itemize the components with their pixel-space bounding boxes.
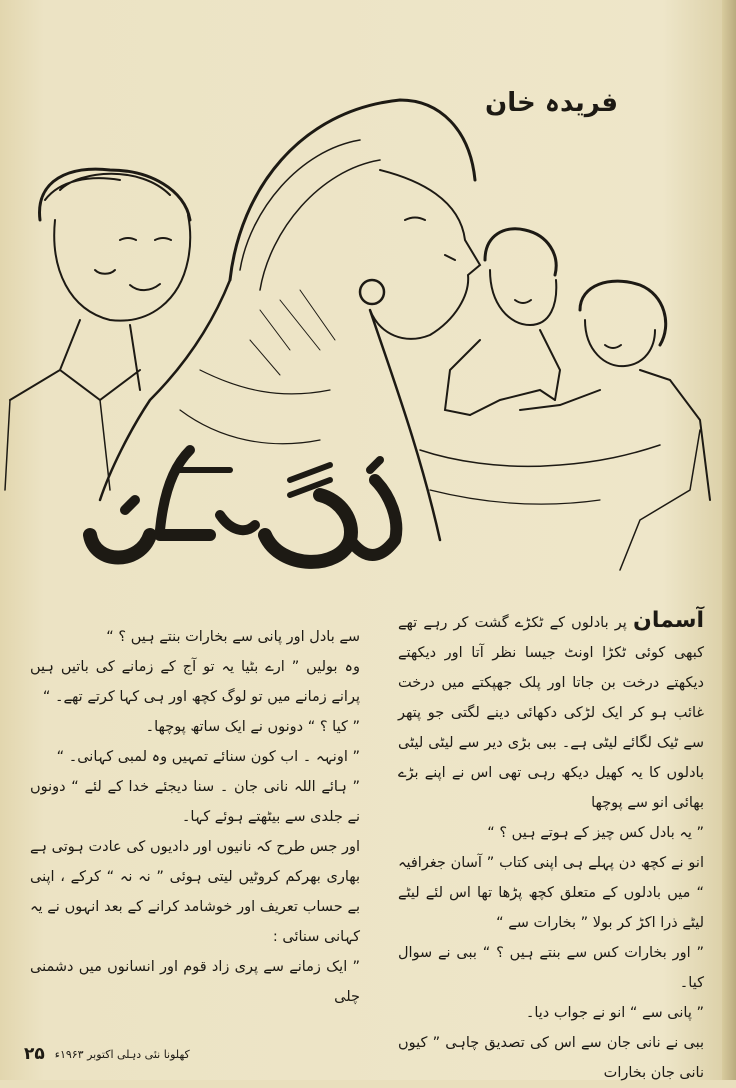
paragraph: ” کیا ؟ “ دونوں نے ایک ساتھ پوچھا۔ [145,719,360,735]
paragraph: ” ایک زمانے سے پری زاد قوم اور انسانوں میں دشمنی چلی [30,959,360,1005]
paragraph: ” اونہہ ۔ اب کون سنائے تمہیں وہ لمبی کہانی۔ “ [56,749,360,765]
story-title [80,440,410,590]
lead-word: آسمان [633,608,705,633]
page-number: ۲۵ [24,1044,45,1064]
page-footer [24,1040,190,1068]
paragraph: ” ہائے اللہ نانی جان ۔ سنا دیجئے خدا کے لئے “ دونوں نے جلدی سے بیٹھتے ہوئے کہا۔ [30,779,360,825]
boy-center-figure [445,229,560,415]
paragraph: آسمان پر بادلوں کے ٹکڑے گشت کر رہے تھے کبھی کوئی ٹکڑا اونٹ جیسا نظر آتا اور دیکھتے دیکھتے درخت بن جاتا اور پلک جھپکتے میں درخت غائب ہو کر ایک لڑکی دکھائی دینے لگتی جو پتھر سے ٹیک لگائے لیٹی ہے۔ ببی بڑی دیر سے لیٹی لیٹی بادلوں کا یہ کھیل دیکھ رہی تھی اس نے اپنے بڑے بھائی انو سے پوچھا [398,608,705,811]
paragraph: ” یہ بادل کس چیز کے ہوتے ہیں ؟ “ [487,825,704,841]
paragraph: ” اور بخارات کس سے بنتے ہیں ؟ “ ببی نے سوال کیا۔ [398,945,704,991]
paragraph: ببی نے نانی جان سے اس کی تصدیق چاہی ” کیوں نانی جان بخارات [398,1035,704,1081]
paragraph: اور جس طرح کہ نانیوں اور دادیوں کی عادت ہوتی ہے بھاری بھرکم کروٹیں لیتی ہوئی ” نہ نہ “ کرکے ، اپنی بے حساب تعریف اور خوشامد کرانے کے بعد انہوں نے یہ کہانی سنائی : [30,839,360,945]
title-calligraphy [80,440,410,590]
paragraph: انو نے کچھ دن پہلے ہی اپنی کتاب ” آسان جغرافیہ “ میں بادلوں کے متعلق کچھ پڑھا تھا اس لئے لیٹے لیٹے ذرا اکڑ کر بولا ” بخارات سے “ [398,855,704,931]
text-column-right [398,606,704,1088]
author-name: فریدہ خان [485,88,618,118]
paragraph: ” پانی سے “ انو نے جواب دیا۔ [525,1005,704,1021]
text-column-left [30,622,360,1012]
girl-right-figure [520,281,710,570]
magazine-issue-line: کھلونا نئی دہلی اکتوبر ۱۹۶۳ء [54,1047,190,1061]
paragraph: سے بادل اور پانی سے بخارات بنتے ہیں ؟ “ [106,629,360,645]
paragraph: وہ بولیں ” ارے بٹیا یہ تو آج کے زمانے کی باتیں ہیں پرانے زمانے میں تو لوگ کچھ اور ہی کہا کرتے تھے۔ “ [30,659,360,705]
